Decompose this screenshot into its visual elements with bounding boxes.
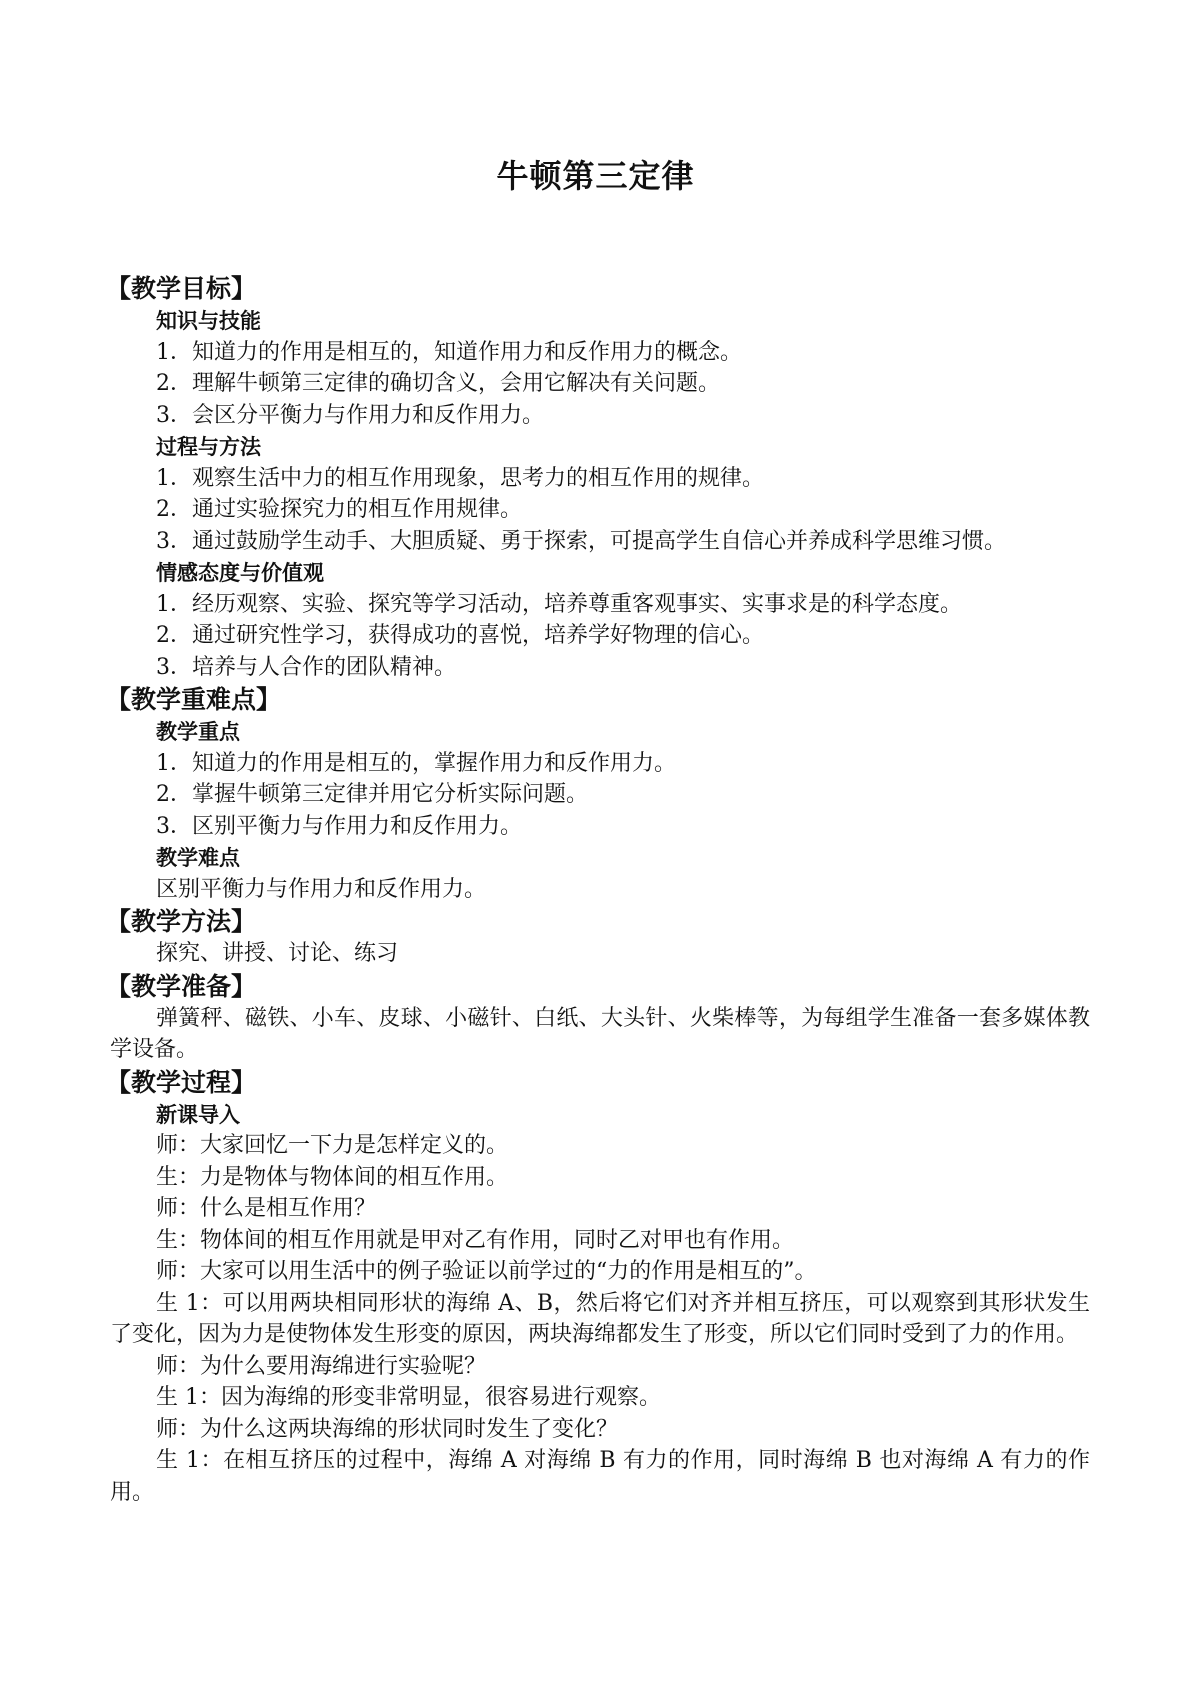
list-item: 1．观察生活中力的相互作用现象，思考力的相互作用的规律。	[156, 465, 764, 491]
dialogue-line: 生：物体间的相互作用就是甲对乙有作用，同时乙对甲也有作用。	[156, 1227, 795, 1253]
section-heading-methods: 【教学方法】	[106, 907, 257, 936]
section-heading-preparation: 【教学准备】	[106, 971, 257, 1001]
list-item: 1．知道力的作用是相互的，知道作用力和反作用力的概念。	[156, 339, 742, 365]
methods-text: 探究、讲授、讨论、练习	[156, 941, 399, 966]
subheading-knowledge: 知识与技能	[156, 308, 261, 333]
section-heading-key-points: 【教学重难点】	[106, 685, 282, 714]
dialogue-line: 生：力是物体与物体间的相互作用。	[156, 1164, 509, 1190]
list-item: 3．通过鼓励学生动手、大胆质疑、勇于探索，可提高学生自信心并养成科学思维习惯。	[156, 528, 1006, 554]
document-body	[106, 272, 1090, 1508]
page-title: 牛顿第三定律	[496, 157, 695, 195]
list-item: 2．理解牛顿第三定律的确切含义，会用它解决有关问题。	[156, 371, 720, 396]
list-item: 2．通过研究性学习，获得成功的喜悦，培养学好物理的信心。	[156, 623, 764, 648]
list-item: 2．通过实验探究力的相互作用规律。	[156, 497, 522, 522]
subheading-focus: 教学重点	[156, 719, 240, 744]
subheading-process: 过程与方法	[156, 434, 261, 459]
subheading-intro: 新课导入	[156, 1101, 240, 1127]
list-item: 区别平衡力与作用力和反作用力。	[156, 876, 487, 902]
dialogue-line: 生 1：可以用两块相同形状的海绵 A、B，然后将它们对齐并相互挤压，可以观察到其形状发生了变化，因为力是使物体发生形变的原因，两块海绵都发生了形变，所以它们同时受到了力的作用。	[110, 1290, 1090, 1347]
dialogue-line: 生 1：在相互挤压的过程中，海绵 A 对海绵 B 有力的作用，同时海绵 B 也对海绵 A 有力的作用。	[110, 1448, 1090, 1505]
dialogue-line: 师：为什么这两块海绵的形状同时发生了变化？	[156, 1416, 619, 1442]
list-item: 1．知道力的作用是相互的，掌握作用力和反作用力。	[156, 750, 676, 776]
list-item: 3．培养与人合作的团队精神。	[156, 654, 456, 680]
list-item: 3．区别平衡力与作用力和反作用力。	[156, 813, 522, 839]
dialogue-line: 师：为什么要用海绵进行实验呢？	[156, 1353, 487, 1379]
section-heading-objectives: 【教学目标】	[106, 274, 257, 303]
preparation-text: 弹簧秤、磁铁、小车、皮球、小磁针、白纸、大头针、火柴棒等，为每组学生准备一套多媒体教学设备。	[110, 1005, 1090, 1062]
section-heading-process: 【教学过程】	[106, 1067, 257, 1097]
list-item: 2．掌握牛顿第三定律并用它分析实际问题。	[156, 782, 588, 807]
subheading-attitude: 情感态度与价值观	[156, 560, 324, 585]
dialogue-line: 师：什么是相互作用？	[156, 1196, 377, 1221]
dialogue-line: 师：大家可以用生活中的例子验证以前学过的“力的作用是相互的”。	[156, 1259, 817, 1284]
dialogue-line: 生 1：因为海绵的形变非常明显，很容易进行观察。	[156, 1385, 661, 1410]
subheading-difficulty: 教学难点	[156, 845, 240, 870]
list-item: 3．会区分平衡力与作用力和反作用力。	[156, 402, 544, 428]
dialogue-line: 师：大家回忆一下力是怎样定义的。	[156, 1133, 509, 1158]
list-item: 1．经历观察、实验、探究等学习活动，培养尊重客观事实、实事求是的科学态度。	[156, 591, 962, 617]
